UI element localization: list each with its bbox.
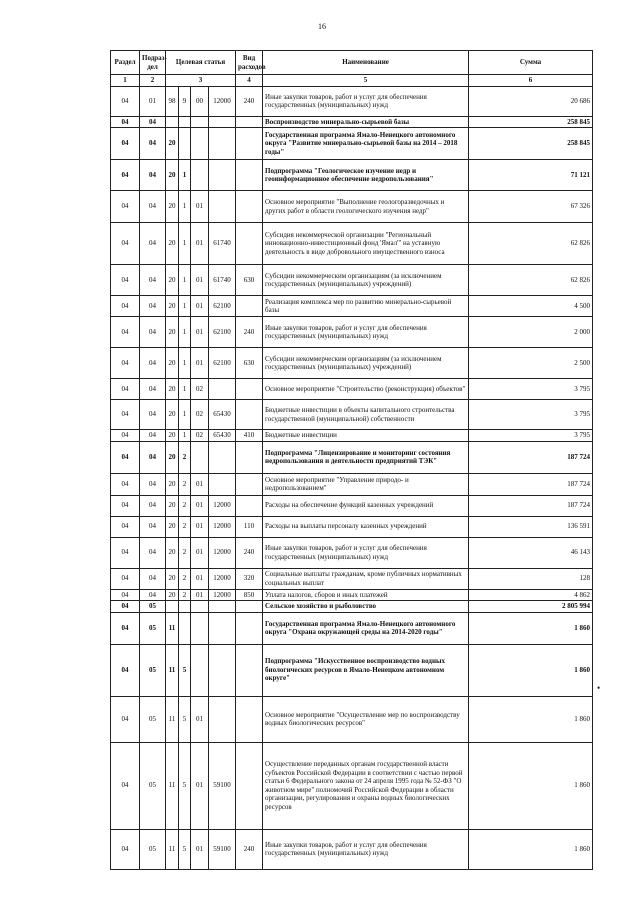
cell-name: Подпрограмма "Геологическое изучение недр и геоинформационное обеспечение недропользования" [263,160,469,191]
cell-name: Реализация комплекса мер по развитию минерально-сырьевой базы [263,296,469,317]
cell-sum: 46 143 [469,537,593,568]
cell-razdel: 04 [111,430,140,442]
table-header-row [111,51,593,75]
table-row [111,116,593,128]
header-name: Наименование [263,51,469,75]
table-row [111,317,593,348]
cell-podrazdel: 04 [140,495,166,516]
cell-sum: 1 860 [469,612,593,644]
cell-target-program: 11 [166,696,179,742]
table-row [111,441,593,473]
cell-target-subprogram [179,116,191,128]
cell-name: Субсидии некоммерческим организациям (за исключением государственных (муниципальных) учреждений) [263,348,469,379]
table-row [111,495,593,516]
cell-podrazdel: 04 [140,430,166,442]
cell-target-event: 01 [191,829,209,869]
cell-target-subprogram: 1 [179,265,191,296]
cell-podrazdel: 04 [140,223,166,265]
cell-name: Основное мероприятие "Строительство (реконструкция) объектов" [263,379,469,400]
header-podrazdel: Подраз-дел [140,51,166,75]
cell-target-program: 11 [166,742,179,829]
table-row [111,430,593,442]
cell-name: Бюджетные инвестиции [263,430,469,442]
cell-podrazdel: 04 [140,589,166,601]
page-number: 16 [318,22,326,31]
cell-name: Подпрограмма "Искусственное воспроизводство водных биологических ресурсов в Ямало-Ненецком автономном округе" [263,644,469,696]
cell-sum: 136 591 [469,516,593,537]
cell-target-program: 20 [166,317,179,348]
cell-name: Субсидия некоммерческой организации "Региональный инновационно-инвестиционный фонд 'Ямал'" на уставную деятельность в виде добровольного имущественного взноса [263,223,469,265]
table-row [111,160,593,191]
cell-target-direction: 59100 [209,742,236,829]
cell-target-program: 11 [166,644,179,696]
cell-razdel: 04 [111,473,140,495]
table-row [111,191,593,223]
cell-razdel: 04 [111,116,140,128]
cell-target-program: 20 [166,191,179,223]
cell-razdel: 04 [111,601,140,613]
cell-target-direction [209,116,236,128]
cell-target-subprogram: 1 [179,191,191,223]
cell-target-program [166,601,179,613]
cell-sum: 1 860 [469,644,593,696]
cell-expense-type: 110 [236,516,263,537]
cell-target-subprogram: 5 [179,829,191,869]
cell-target-direction: 12000 [209,86,236,116]
cell-sum: 67 326 [469,191,593,223]
cell-razdel: 04 [111,441,140,473]
cell-target-subprogram: 5 [179,742,191,829]
cell-expense-type [236,742,263,829]
cell-razdel: 04 [111,644,140,696]
cell-sum: 62 826 [469,265,593,296]
cell-target-program: 20 [166,473,179,495]
cell-razdel: 04 [111,589,140,601]
cell-name: Субсидии некоммерческим организациям (за исключением государственных (муниципальных) учреждений) [263,265,469,296]
cell-expense-type [236,223,263,265]
column-number: 4 [236,75,263,87]
cell-target-program: 20 [166,516,179,537]
cell-podrazdel: 04 [140,317,166,348]
cell-podrazdel: 04 [140,191,166,223]
cell-target-event [191,160,209,191]
cell-expense-type [236,495,263,516]
header-razdel: Раздел [111,51,140,75]
table-row [111,742,593,829]
cell-target-event: 02 [191,430,209,442]
cell-target-direction: 12000 [209,568,236,589]
cell-razdel: 04 [111,317,140,348]
cell-target-subprogram: 1 [179,348,191,379]
cell-sum: 3 795 [469,379,593,400]
cell-target-subprogram: 2 [179,589,191,601]
cell-target-program: 20 [166,160,179,191]
cell-target-direction: 12000 [209,516,236,537]
cell-target-direction [209,191,236,223]
cell-target-event: 00 [191,86,209,116]
cell-name: Основное мероприятие "Управление природо- и недропользованием" [263,473,469,495]
cell-sum: 1 860 [469,829,593,869]
cell-razdel: 04 [111,516,140,537]
cell-target-subprogram: 2 [179,516,191,537]
cell-name: Расходы на выплаты персоналу казенных учреждений [263,516,469,537]
cell-name: Иные закупки товаров, работ и услуг для обеспечения государственных (муниципальных) нужд [263,317,469,348]
cell-sum: 2 000 [469,317,593,348]
table-row [111,223,593,265]
table-row [111,612,593,644]
cell-razdel: 04 [111,400,140,430]
table-row [111,589,593,601]
cell-target-event: 02 [191,379,209,400]
cell-razdel: 04 [111,86,140,116]
cell-razdel: 04 [111,296,140,317]
cell-target-subprogram: 1 [179,400,191,430]
column-number: 3 [166,75,236,87]
cell-target-program: 20 [166,495,179,516]
cell-razdel: 04 [111,742,140,829]
cell-target-direction: 12000 [209,589,236,601]
cell-name: Основное мероприятие "Осуществление мер по воспроизводству водных биологических ресурсов" [263,696,469,742]
column-number: 5 [263,75,469,87]
cell-target-direction: 12000 [209,495,236,516]
cell-target-direction [209,696,236,742]
cell-name: Воспроизводство минерально-сырьевой базы [263,116,469,128]
cell-target-subprogram [179,601,191,613]
cell-expense-type: 630 [236,348,263,379]
cell-expense-type: 630 [236,265,263,296]
cell-name: Иные закупки товаров, работ и услуг для обеспечения государственных (муниципальных) нужд [263,829,469,869]
cell-podrazdel: 04 [140,441,166,473]
cell-target-event: 01 [191,265,209,296]
cell-sum: 258 845 [469,116,593,128]
cell-name: Иные закупки товаров, работ и услуг для обеспечения государственных (муниципальных) нужд [263,537,469,568]
table-row [111,128,593,160]
cell-expense-type [236,601,263,613]
cell-target-program: 20 [166,400,179,430]
cell-sum: 258 845 [469,128,593,160]
budget-table [110,50,593,870]
cell-name: Осуществление переданных органам государственной власти субъектов Российской Федерации в соответствии с частью первой статьи 6 Федерального закона от 24 апреля 1995 года № 52-ФЗ "О животном мире" полномочий Российской Федерации в области организации, регулирования и охраны водных биологических ресурсов [263,742,469,829]
cell-podrazdel: 05 [140,742,166,829]
cell-target-subprogram: 2 [179,537,191,568]
cell-target-event [191,601,209,613]
cell-target-event [191,644,209,696]
cell-podrazdel: 05 [140,601,166,613]
cell-name: Уплата налогов, сборов и иных платежей [263,589,469,601]
cell-sum: 128 [469,568,593,589]
cell-target-direction [209,473,236,495]
cell-sum: 187 724 [469,473,593,495]
header-target-article: Целевая статья [166,51,236,75]
header-expense-type: Вид расходов [236,51,263,75]
cell-podrazdel: 04 [140,568,166,589]
cell-podrazdel: 05 [140,644,166,696]
cell-expense-type [236,441,263,473]
cell-target-subprogram: 2 [179,568,191,589]
cell-expense-type: 240 [236,829,263,869]
cell-target-program: 20 [166,589,179,601]
cell-target-program: 20 [166,379,179,400]
cell-target-event: 01 [191,568,209,589]
cell-target-subprogram: 1 [179,317,191,348]
cell-target-direction [209,601,236,613]
cell-podrazdel: 04 [140,400,166,430]
cell-podrazdel: 05 [140,829,166,869]
cell-name: Расходы на обеспечение функций казенных учреждений [263,495,469,516]
cell-podrazdel: 04 [140,348,166,379]
cell-sum: 20 686 [469,86,593,116]
cell-target-subprogram: 2 [179,441,191,473]
cell-target-direction [209,612,236,644]
cell-target-event: 01 [191,348,209,379]
cell-target-program: 20 [166,348,179,379]
table-row [111,568,593,589]
cell-target-subprogram: 5 [179,644,191,696]
cell-expense-type [236,191,263,223]
cell-sum: 187 724 [469,441,593,473]
cell-target-event: 01 [191,495,209,516]
cell-podrazdel: 04 [140,379,166,400]
table-row [111,829,593,869]
cell-razdel: 04 [111,223,140,265]
table-row [111,379,593,400]
cell-target-program: 20 [166,537,179,568]
cell-target-subprogram: 1 [179,379,191,400]
cell-target-event: 01 [191,191,209,223]
cell-target-program: 20 [166,568,179,589]
cell-target-subprogram: 2 [179,495,191,516]
cell-name: Сельское хозяйство и рыболовство [263,601,469,613]
cell-target-direction: 62100 [209,317,236,348]
cell-expense-type [236,116,263,128]
cell-razdel: 04 [111,612,140,644]
cell-podrazdel: 04 [140,265,166,296]
cell-target-event [191,116,209,128]
cell-podrazdel: 05 [140,612,166,644]
cell-razdel: 04 [111,495,140,516]
cell-target-direction: 61740 [209,223,236,265]
cell-target-event: 01 [191,516,209,537]
cell-podrazdel: 01 [140,86,166,116]
cell-sum: 1 860 [469,696,593,742]
cell-target-subprogram [179,612,191,644]
cell-target-subprogram [179,128,191,160]
side-mark: • [597,683,601,693]
cell-target-event: 01 [191,696,209,742]
cell-target-direction [209,441,236,473]
cell-target-subprogram: 2 [179,473,191,495]
cell-target-subprogram: 1 [179,296,191,317]
cell-target-direction [209,379,236,400]
cell-expense-type [236,379,263,400]
cell-name: Бюджетные инвестиции в объекты капитального строительства государственной (муниципальной) собственности [263,400,469,430]
cell-target-subprogram: 9 [179,86,191,116]
cell-name: Государственная программа Ямало-Ненецкого автономного округа "Охрана окружающей среды на 2014-2020 годы" [263,612,469,644]
cell-expense-type [236,400,263,430]
cell-razdel: 04 [111,379,140,400]
cell-podrazdel: 04 [140,537,166,568]
cell-expense-type: 240 [236,537,263,568]
cell-target-event: 01 [191,317,209,348]
cell-sum: 4 862 [469,589,593,601]
table-row [111,537,593,568]
column-number: 6 [469,75,593,87]
cell-podrazdel: 04 [140,160,166,191]
cell-target-event: 01 [191,296,209,317]
table-row [111,644,593,696]
cell-name: Иные закупки товаров, работ и услуг для обеспечения государственных (муниципальных) нужд [263,86,469,116]
cell-target-program: 20 [166,223,179,265]
table-row [111,601,593,613]
cell-target-event [191,612,209,644]
cell-expense-type: 850 [236,589,263,601]
cell-expense-type [236,296,263,317]
cell-target-program [166,116,179,128]
cell-razdel: 04 [111,160,140,191]
cell-name: Социальные выплаты гражданам, кроме публичных нормативных социальных выплат [263,568,469,589]
cell-sum: 2 805 994 [469,601,593,613]
cell-name: Государственная программа Ямало-Ненецкого автономного округа "Развитие минерально-сырьевой базы на 2014 – 2018 годы" [263,128,469,160]
cell-target-direction: 65430 [209,400,236,430]
column-number: 2 [140,75,166,87]
cell-target-program: 20 [166,128,179,160]
cell-podrazdel: 04 [140,128,166,160]
cell-target-direction [209,644,236,696]
cell-razdel: 04 [111,191,140,223]
table-row [111,473,593,495]
cell-expense-type [236,473,263,495]
cell-sum: 3 795 [469,430,593,442]
cell-sum: 3 795 [469,400,593,430]
cell-sum: 71 121 [469,160,593,191]
cell-podrazdel: 05 [140,696,166,742]
cell-expense-type [236,644,263,696]
cell-razdel: 04 [111,829,140,869]
column-number-row [111,75,593,87]
cell-expense-type: 240 [236,86,263,116]
cell-expense-type: 240 [236,317,263,348]
cell-sum: 1 860 [469,742,593,829]
cell-target-direction [209,128,236,160]
cell-target-direction: 62100 [209,348,236,379]
cell-target-program: 11 [166,829,179,869]
cell-target-subprogram: 1 [179,430,191,442]
cell-expense-type: 410 [236,430,263,442]
cell-target-direction: 59100 [209,829,236,869]
cell-target-direction: 65430 [209,430,236,442]
cell-podrazdel: 04 [140,516,166,537]
cell-podrazdel: 04 [140,116,166,128]
cell-target-event: 01 [191,223,209,265]
table-row [111,265,593,296]
cell-target-event: 01 [191,742,209,829]
cell-name: Основное мероприятие "Выполнение геологоразведочных и других работ в области геологического изучения недр" [263,191,469,223]
cell-name: Подпрограмма "Лицензирование и мониторинг состояния недропользования и деятельности предприятий ТЭК" [263,441,469,473]
cell-target-program: 98 [166,86,179,116]
cell-target-event: 02 [191,400,209,430]
cell-sum: 187 724 [469,495,593,516]
table-row [111,400,593,430]
cell-target-program: 20 [166,296,179,317]
cell-podrazdel: 04 [140,473,166,495]
cell-podrazdel: 04 [140,296,166,317]
column-number: 1 [111,75,140,87]
table-row [111,516,593,537]
cell-target-program: 20 [166,430,179,442]
cell-target-direction: 61740 [209,265,236,296]
cell-sum: 4 500 [469,296,593,317]
cell-razdel: 04 [111,128,140,160]
cell-razdel: 04 [111,537,140,568]
cell-target-event: 01 [191,589,209,601]
header-sum: Сумма [469,51,593,75]
table-row [111,86,593,116]
cell-target-program: 20 [166,441,179,473]
cell-target-subprogram: 5 [179,696,191,742]
cell-target-subprogram: 1 [179,160,191,191]
cell-sum: 2 500 [469,348,593,379]
cell-razdel: 04 [111,696,140,742]
cell-razdel: 04 [111,265,140,296]
cell-razdel: 04 [111,348,140,379]
cell-target-direction: 62100 [209,296,236,317]
table-row [111,296,593,317]
cell-target-event [191,441,209,473]
cell-sum: 62 826 [469,223,593,265]
cell-target-event: 01 [191,537,209,568]
cell-razdel: 04 [111,568,140,589]
cell-target-direction: 12000 [209,537,236,568]
cell-target-program: 20 [166,265,179,296]
cell-expense-type [236,696,263,742]
cell-expense-type [236,128,263,160]
cell-target-event: 01 [191,473,209,495]
table-row [111,696,593,742]
cell-target-event [191,128,209,160]
cell-target-direction [209,160,236,191]
cell-target-program: 11 [166,612,179,644]
cell-expense-type: 320 [236,568,263,589]
cell-expense-type [236,160,263,191]
cell-target-subprogram: 1 [179,223,191,265]
table-row [111,348,593,379]
cell-expense-type [236,612,263,644]
